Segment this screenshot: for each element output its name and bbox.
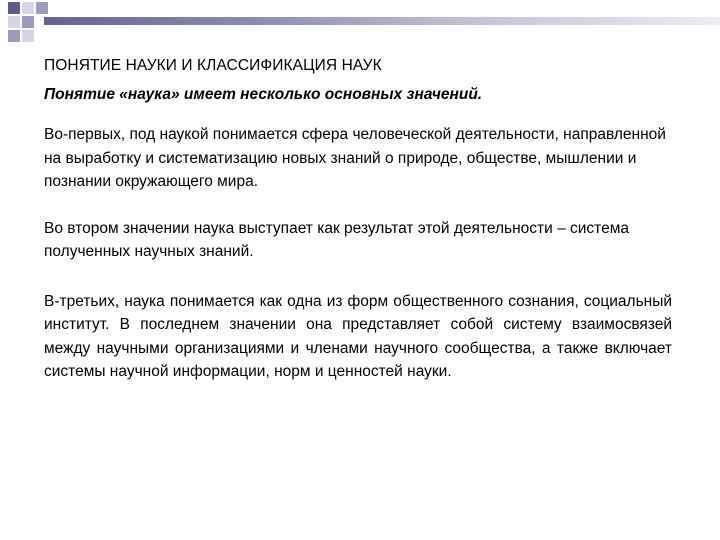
decor-square	[8, 30, 20, 42]
decor-square	[22, 2, 34, 14]
decor-square	[36, 2, 48, 14]
paragraph-third: В-третьих, наука понимается как одна из форм общественного сознания, социальный институт. В последнем значении она представляет собой систему взаимосвязей между научными организациями и членами научного сообщества, а также включает системы научной информации, норм и ценностей науки.	[44, 292, 672, 380]
slide-content	[44, 56, 672, 384]
paragraph-first: Во-первых, под наукой понимается сфера человеческой деятельности, направленной на выработку и систематизацию новых знаний о природе, обществе, мышлении и познании окружающего мира.	[44, 126, 666, 190]
decor-square	[8, 2, 20, 14]
slide-subtitle: Понятие «наука» имеет несколько основных значений.	[44, 86, 483, 103]
paragraph-second: Во втором значении наука выступает как результат этой деятельности – система полученных научных знаний.	[44, 219, 629, 260]
header-bar	[44, 17, 720, 25]
slide-title: ПОНЯТИЕ НАУКИ И КЛАССИФИКАЦИЯ НАУК	[44, 57, 382, 74]
header-decoration	[0, 0, 720, 48]
decor-square	[8, 16, 20, 28]
decor-square	[22, 30, 34, 42]
decor-square	[22, 16, 34, 28]
